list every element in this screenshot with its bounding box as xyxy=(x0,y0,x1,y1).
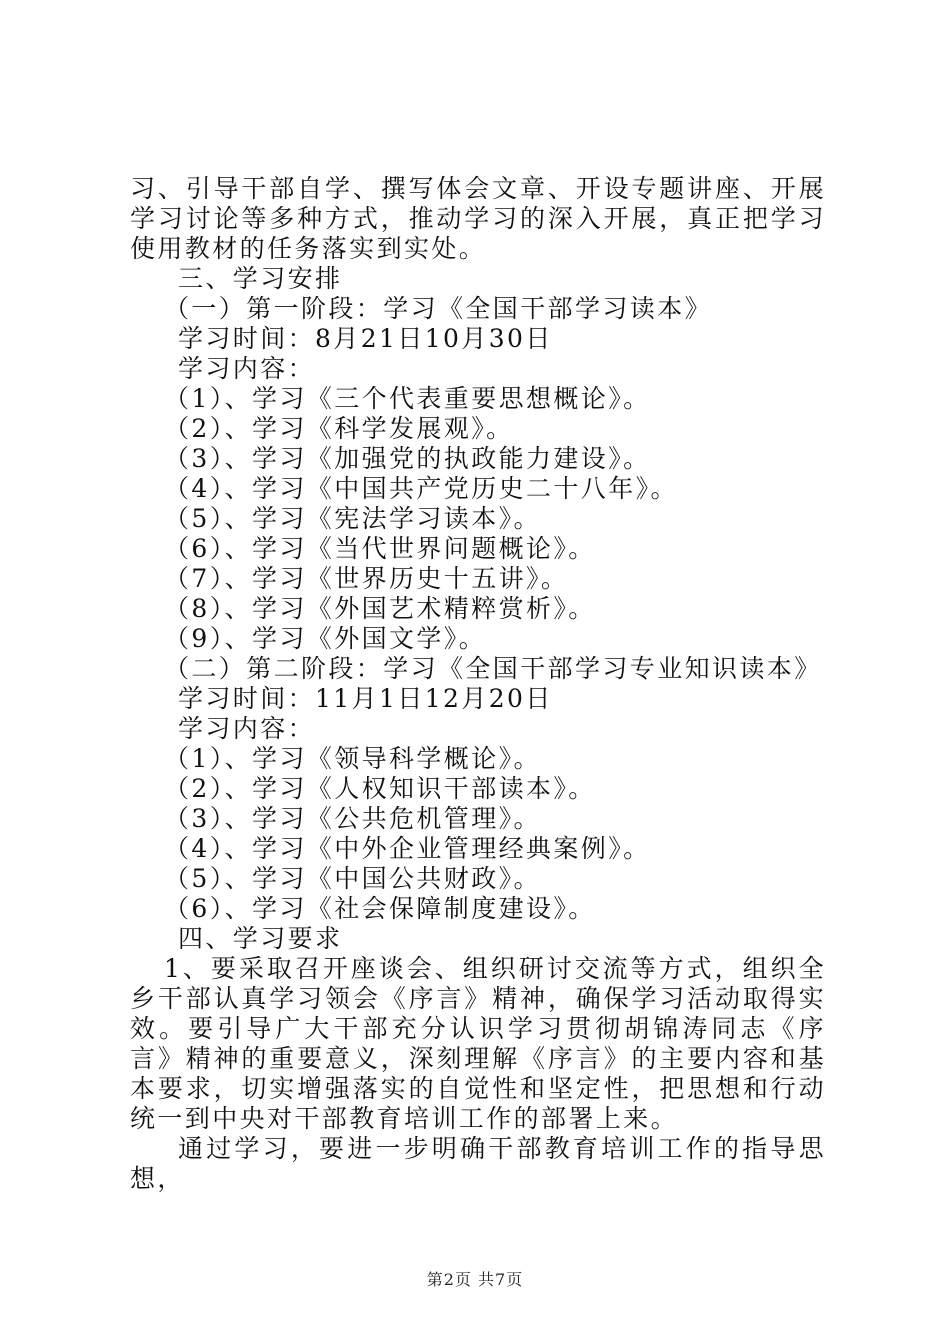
list-item: （9）、学习《外国文学》。 xyxy=(164,624,487,653)
list-item: （3）、学习《公共危机管理》。 xyxy=(164,804,541,833)
document-body xyxy=(130,174,826,1194)
list-item: （3）、学习《加强党的执政能力建设》。 xyxy=(164,444,651,473)
list-item: （8）、学习《外国艺术精粹赏析》。 xyxy=(164,594,596,623)
list-item: （5）、学习《中国公共财政》。 xyxy=(164,864,541,893)
list-item: （1）、学习《三个代表重要思想概论》。 xyxy=(164,384,651,413)
list-item: （2）、学习《科学发展观》。 xyxy=(164,414,514,443)
list-item: （5）、学习《宪法学习读本》。 xyxy=(164,504,541,533)
stage-2-content-label: 学习内容： xyxy=(178,714,316,743)
opening-paragraph: 习、引导干部自学、撰写体会文章、开设专题讲座、开展学习讨论等多种方式，推动学习的深入开展，真正把学习使用教材的任务落实到实处。 xyxy=(130,174,826,263)
list-item: （6）、学习《当代世界问题概论》。 xyxy=(164,534,596,563)
list-item: （2）、学习《人权知识干部读本》。 xyxy=(164,774,596,803)
closing-paragraph: 通过学习，要进一步明确干部教育培训工作的指导思想， xyxy=(130,1134,826,1193)
list-item: （7）、学习《世界历史十五讲》。 xyxy=(164,564,569,593)
stage-2-time: 学习时间：11月1日12月20日 xyxy=(178,684,553,713)
list-item: （6）、学习《社会保障制度建设》。 xyxy=(164,894,596,923)
stage-1-heading: （一）第一阶段：学习《全国干部学习读本》 xyxy=(164,294,713,323)
section-heading-requirements: 四、学习要求 xyxy=(178,924,343,953)
list-item: （1）、学习《领导科学概论》。 xyxy=(164,744,541,773)
stage-1-content-label: 学习内容： xyxy=(178,354,316,383)
list-item: （4）、学习《中外企业管理经典案例》。 xyxy=(164,834,651,863)
stage-2-heading: （二）第二阶段：学习《全国干部学习专业知识读本》 xyxy=(164,654,822,683)
list-item: （4）、学习《中国共产党历史二十八年》。 xyxy=(164,474,678,503)
requirement-paragraph-1: 1、要采取召开座谈会、组织研讨交流等方式，组织全乡干部认真学习领会《序言》精神，确保学习活动取得实效。要引导广大干部充分认识学习贯彻胡锦涛同志《序言》精神的重要意义，深刻理解《序言》的主要内容和基本要求，切实增强落实的自觉性和坚定性，把思想和行动统一到中央对干部教育培训工作的部署上来。 xyxy=(130,954,826,1133)
stage-1-time: 学习时间：8月21日10月30日 xyxy=(178,324,553,353)
page-number-footer: 第2页 共7页 xyxy=(426,1270,524,1289)
section-heading-arrangement: 三、学习安排 xyxy=(178,264,343,293)
